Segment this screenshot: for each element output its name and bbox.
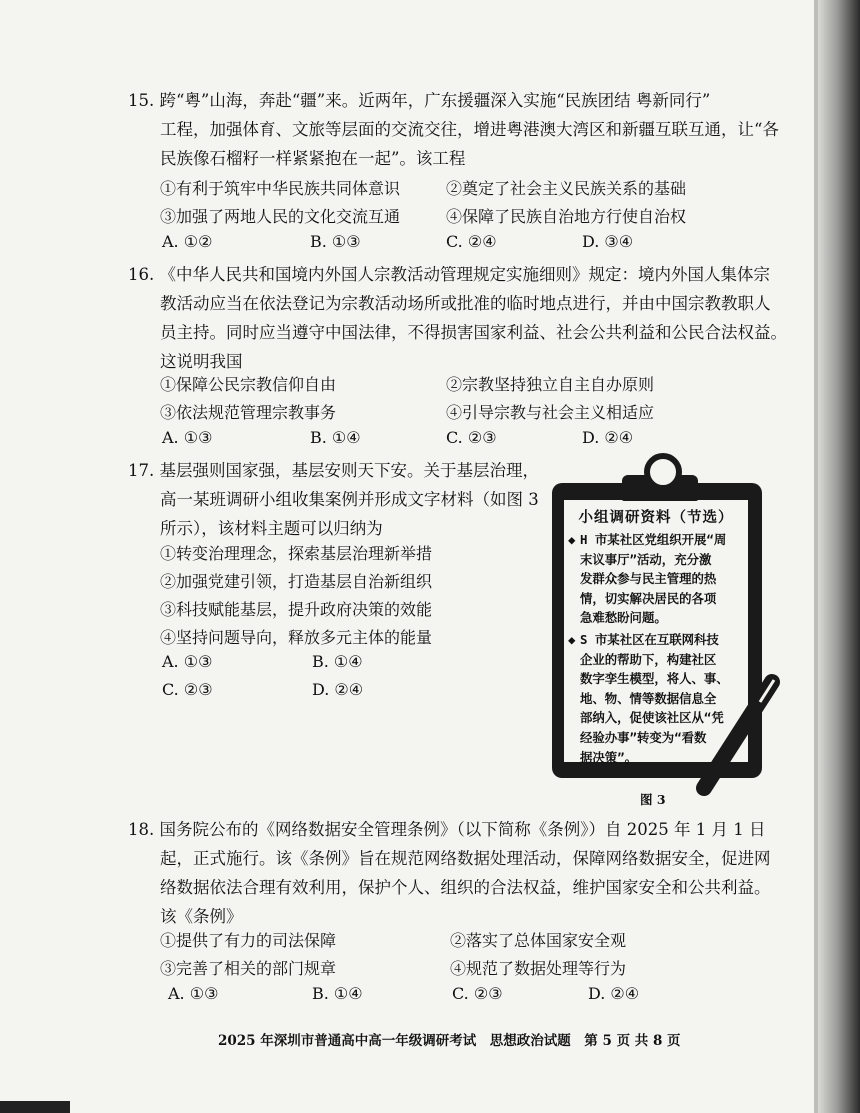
answer-b[interactable]: B. ①④ — [312, 984, 363, 1003]
scan-corner — [0, 1101, 70, 1113]
statement-4: ④保障了民族自治地方行使自治权 — [446, 207, 687, 226]
answer-d[interactable]: D. ③④ — [582, 232, 634, 251]
statement-2: ②落实了总体国家安全观 — [450, 931, 627, 950]
stem-line: 该《条例》 — [160, 907, 243, 926]
answer-a[interactable]: A. ①② — [162, 232, 213, 251]
question-17-stem — [128, 456, 539, 543]
scan-edge — [818, 0, 860, 1113]
statement-2: ②宗教坚持独立自主自办原则 — [446, 375, 655, 394]
stem-line: 络数据依法合理有效利用，保护个人、组织的合法权益，维护国家安全和公共利益。 — [160, 878, 771, 897]
stem-line: 这说明我国 — [160, 352, 243, 371]
statement-1: ①转变治理理念，探索基层治理新举措 — [160, 544, 433, 563]
answer-b[interactable]: B. ①③ — [310, 232, 361, 251]
stem-line: 民族像石榴籽一样紧紧抱在一起”。该工程 — [160, 149, 466, 168]
question-15-stem — [128, 86, 779, 173]
pen-icon — [690, 672, 790, 798]
stem-line: 17. 基层强则国家强，基层安则天下安。关于基层治理， — [128, 461, 539, 480]
statement-2: ②奠定了社会主义民族关系的基础 — [446, 179, 687, 198]
diamond-bullet-icon: ◆ — [568, 532, 576, 547]
answer-d[interactable]: D. ②④ — [588, 984, 640, 1003]
statement-3: ③加强了两地人民的文化交流互通 — [160, 207, 401, 226]
stem-line: 18. 国务院公布的《网络数据安全管理条例》（以下简称《条例》）自 2025 年 1 月 1 日 — [128, 820, 766, 839]
statement-1: ①有利于筑牢中华民族共同体意识 — [160, 179, 401, 198]
statement-3: ③依法规范管理宗教事务 — [160, 403, 337, 422]
stem-line: 教活动应当在依法登记为宗教活动场所或批准的临时地点进行，并由中国宗教教职人 — [160, 294, 771, 313]
answer-c[interactable]: C. ②④ — [446, 232, 497, 251]
stem-line: 所示），该材料主题可以归纳为 — [160, 519, 383, 538]
figure-caption: 图 3 — [640, 792, 666, 807]
answer-a[interactable]: A. ①③ — [162, 652, 213, 671]
answer-b[interactable]: B. ①④ — [312, 652, 363, 671]
diamond-bullet-icon: ◆ — [568, 632, 576, 647]
question-16-stem — [128, 260, 787, 376]
statement-4: ④规范了数据处理等行为 — [450, 959, 627, 978]
answer-b[interactable]: B. ①④ — [310, 428, 361, 447]
answer-c[interactable]: C. ②③ — [452, 984, 503, 1003]
clipboard-ring — [644, 453, 682, 491]
figure-title: 小组调研资料（节选） — [578, 509, 734, 526]
answer-c[interactable]: C. ②③ — [446, 428, 497, 447]
statement-4: ④引导宗教与社会主义相适应 — [446, 403, 655, 422]
page-footer: 2025 年深圳市普通高中高一年级调研考试 思想政治试题 第 5 页 共 8 页 — [218, 1033, 681, 1049]
statement-3: ③科技赋能基层，提升政府决策的效能 — [160, 600, 433, 619]
answer-d[interactable]: D. ②④ — [312, 680, 364, 699]
answer-a[interactable]: A. ①③ — [162, 428, 213, 447]
statement-4: ④坚持问题导向，释放多元主体的能量 — [160, 628, 433, 647]
figure-item-1: ◆ H 市某社区党组织开展“周 末议事厅”活动，充分激 发群众参与民主管理的热 情，切实解决居民的各项 急难愁盼问题。 — [568, 532, 727, 626]
statement-1: ①提供了有力的司法保障 — [160, 931, 337, 950]
statement-2: ②加强党建引领，打造基层自治新组织 — [160, 572, 433, 591]
answer-c[interactable]: C. ②③ — [162, 680, 213, 699]
stem-line: 起，正式施行。该《条例》旨在规范网络数据处理活动，保障网络数据安全，促进网 — [160, 849, 771, 868]
stem-line: 15. 跨“粤”山海，奔赴“疆”来。近两年，广东援疆深入实施“民族团结 粤新同行” — [128, 91, 711, 110]
stem-line: 工程，加强体育、文旅等层面的交流交往，增进粤港澳大湾区和新疆互联互通，让“各 — [160, 120, 779, 139]
stem-line: 16. 《中华人民共和国境内外国人宗教活动管理规定实施细则》规定：境内外国人集体宗 — [128, 265, 770, 284]
stem-line: 员主持。同时应当遵守中国法律，不得损害国家利益、社会公共利益和公民合法权益。 — [160, 323, 787, 342]
statement-3: ③完善了相关的部门规章 — [160, 959, 337, 978]
stem-line: 高一某班调研小组收集案例并形成文字材料（如图 3 — [160, 490, 539, 509]
answer-d[interactable]: D. ②④ — [582, 428, 634, 447]
question-18-stem — [128, 815, 771, 931]
figure-item-2: ◆ S 市某社区在互联网科技 企业的帮助下，构建社区 数字孪生模型，将人、事、 地、物、情等数据信息全 部纳入，促使该社区从“凭 经验办事”转变为“看数 据决策”。 — [568, 632, 729, 765]
statement-1: ①保障公民宗教信仰自由 — [160, 375, 337, 394]
answer-a[interactable]: A. ①③ — [168, 984, 219, 1003]
